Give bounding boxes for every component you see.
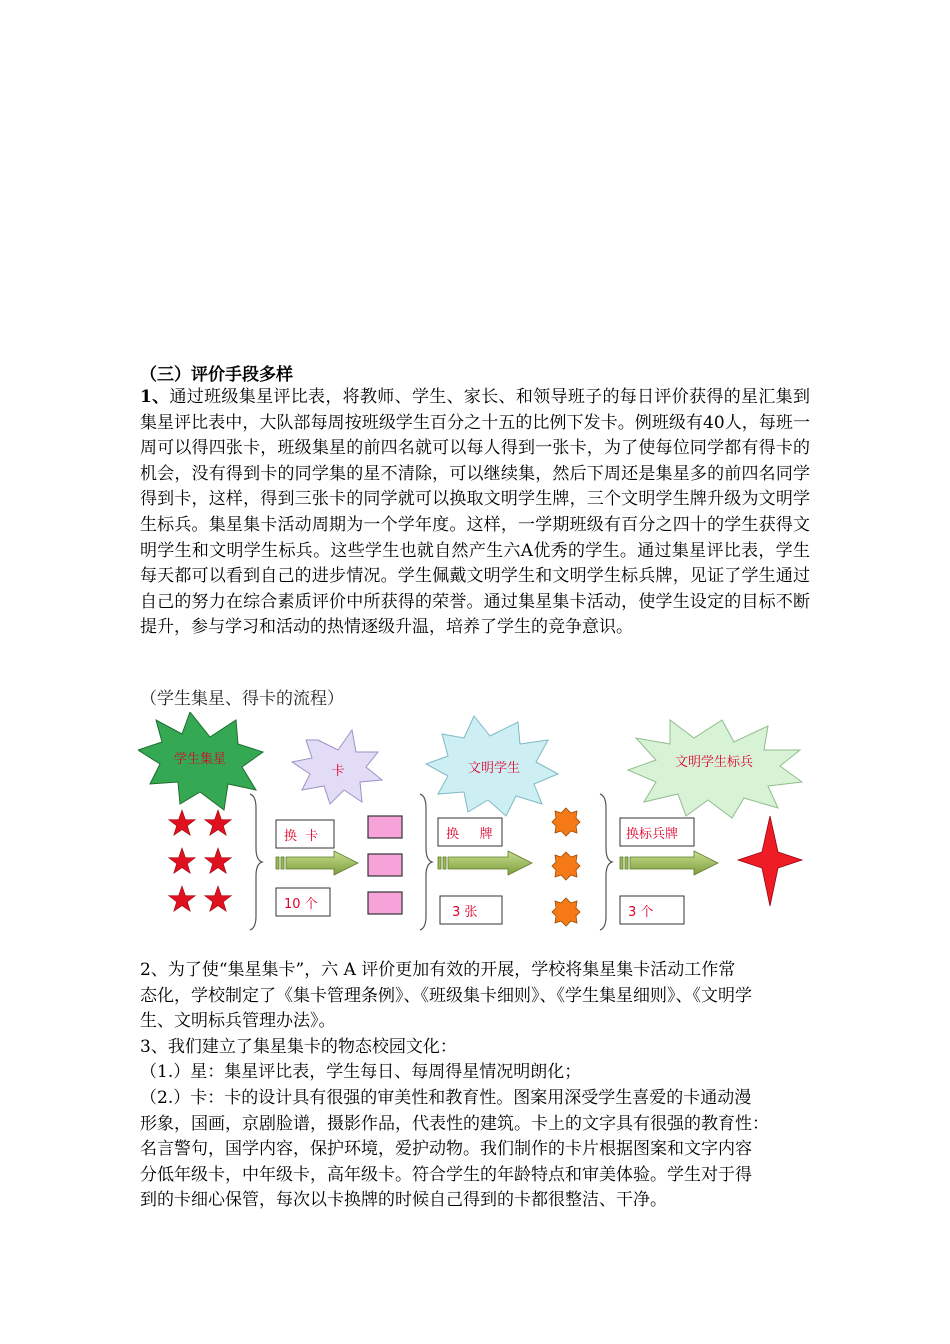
box-count-10-label: 10 个 xyxy=(284,897,318,912)
pink-card-icon xyxy=(368,854,402,876)
paragraph-2-line: 态化，学校制定了《集卡管理条例》、《班级集卡细则》、《学生集星细则》、《文明学 xyxy=(140,985,752,1006)
pink-card-icon xyxy=(368,816,402,838)
arrow-3 xyxy=(620,851,718,875)
paragraph-2-line: （1.）星：集星评比表，学生每日、每周得星情况明朗化； xyxy=(140,1062,582,1083)
pink-card-icon xyxy=(368,892,402,914)
orange-badge-icon xyxy=(552,808,580,836)
paragraph-2-line: 2、为了使“集星集卡”，六 A 评价更加有效的开展，学校将集星集卡活动工作常 xyxy=(140,960,736,980)
brace-3 xyxy=(600,794,612,930)
paragraph-2-line: 分低年级卡，中年级卡，高年级卡。符合学生的年龄特点和审美体验。学生对于得 xyxy=(140,1164,752,1185)
paragraph-2-line: 形象，国画，京剧脸谱，摄影作品，代表性的建筑。卡上的文字具有很强的教育性： xyxy=(140,1113,769,1134)
paragraph-2-line: 到的卡细心保管，每次以卡换牌的时候自己得到的卡都很整洁、干净。 xyxy=(140,1190,667,1211)
orange-badges xyxy=(552,808,580,926)
box-count-3-cards-label: 3 张 xyxy=(452,905,478,920)
box-exchange-card-label: 换 卡 xyxy=(284,829,319,844)
burst-label-2: 卡 xyxy=(331,764,345,779)
box-count-3-label: 3 个 xyxy=(628,905,654,920)
orange-badge-icon xyxy=(552,898,580,926)
red-star-icon xyxy=(205,848,232,873)
red-star-icon xyxy=(169,810,196,835)
paragraph-2 xyxy=(140,958,810,1214)
burst-label-1: 学生集星 xyxy=(173,752,227,767)
four-point-star-icon xyxy=(738,816,802,906)
paragraph-2-line: 3、我们建立了集星集卡的物态校园文化： xyxy=(140,1036,457,1057)
paragraph-1-lead: 1、 xyxy=(140,387,170,407)
paragraph-1 xyxy=(140,385,810,641)
red-star-icon xyxy=(169,886,196,911)
figure-caption: （学生集星、得卡的流程） xyxy=(140,689,344,709)
paragraph-2-line: （2.）卡：卡的设计具有很强的审美性和教育性。图案用深受学生喜爱的卡通动漫 xyxy=(140,1087,752,1108)
arrow-1 xyxy=(276,851,358,875)
arrow-2 xyxy=(438,851,532,875)
red-star-icon xyxy=(205,886,232,911)
brace-2 xyxy=(420,794,432,930)
orange-badge-icon xyxy=(552,852,580,880)
paragraph-2-line: 名言警句，国学内容，保护环境，爱护动物。我们制作的卡片根据图案和文字内容 xyxy=(140,1139,752,1160)
paragraph-2-line: 生、文明标兵管理办法》。 xyxy=(140,1011,336,1032)
burst-label-3: 文明学生 xyxy=(467,761,521,776)
burst-label-4: 文明学生标兵 xyxy=(674,755,754,770)
paragraph-1-text: 通过班级集星评比表，将教师、学生、家长、和领导班子的每日评价获得的星汇集到集星评比表中，大队部每周按班级学生百分之十五的比例下发卡。例班级有40人，每班一周可以得四张卡，班级集星的前四名就可以每人得到一张卡，为了使每位同学都有得卡的机会，没有得到卡的同学集的星不清除，可以继续集，然后下周还是集星多的前四名同学得到卡，这样，得到三张卡的同学就可以换取文明学生牌，三个文明学生牌升级为文明学生标兵。集星集卡活动周期为一个学年度。这样，一学期班级有百分之四十的学生获得文明学生和文明学生标兵。这些学生也就自然产生六A优秀的学生。通过集星评比表，学生每天都可以看到自己的进步情况。学生佩戴文明学生和文明学生标兵牌，见证了学生通过自己的努力在综合素质评价中所获得的荣誉。通过集星集卡活动，使学生设定的目标不断提升，参与学习和活动的热情逐级升温，培养了学生的竞争意识。 xyxy=(140,387,810,638)
section-heading: （三）评价手段多样 xyxy=(140,365,293,385)
red-star-icon xyxy=(169,848,196,873)
box-exchange-badge-label: 换 牌 xyxy=(446,827,493,842)
red-star-icon xyxy=(205,810,232,835)
box-exchange-model-label: 换标兵牌 xyxy=(626,827,679,842)
red-stars xyxy=(169,810,232,911)
brace-1 xyxy=(250,794,262,930)
flow-diagram xyxy=(138,712,818,940)
